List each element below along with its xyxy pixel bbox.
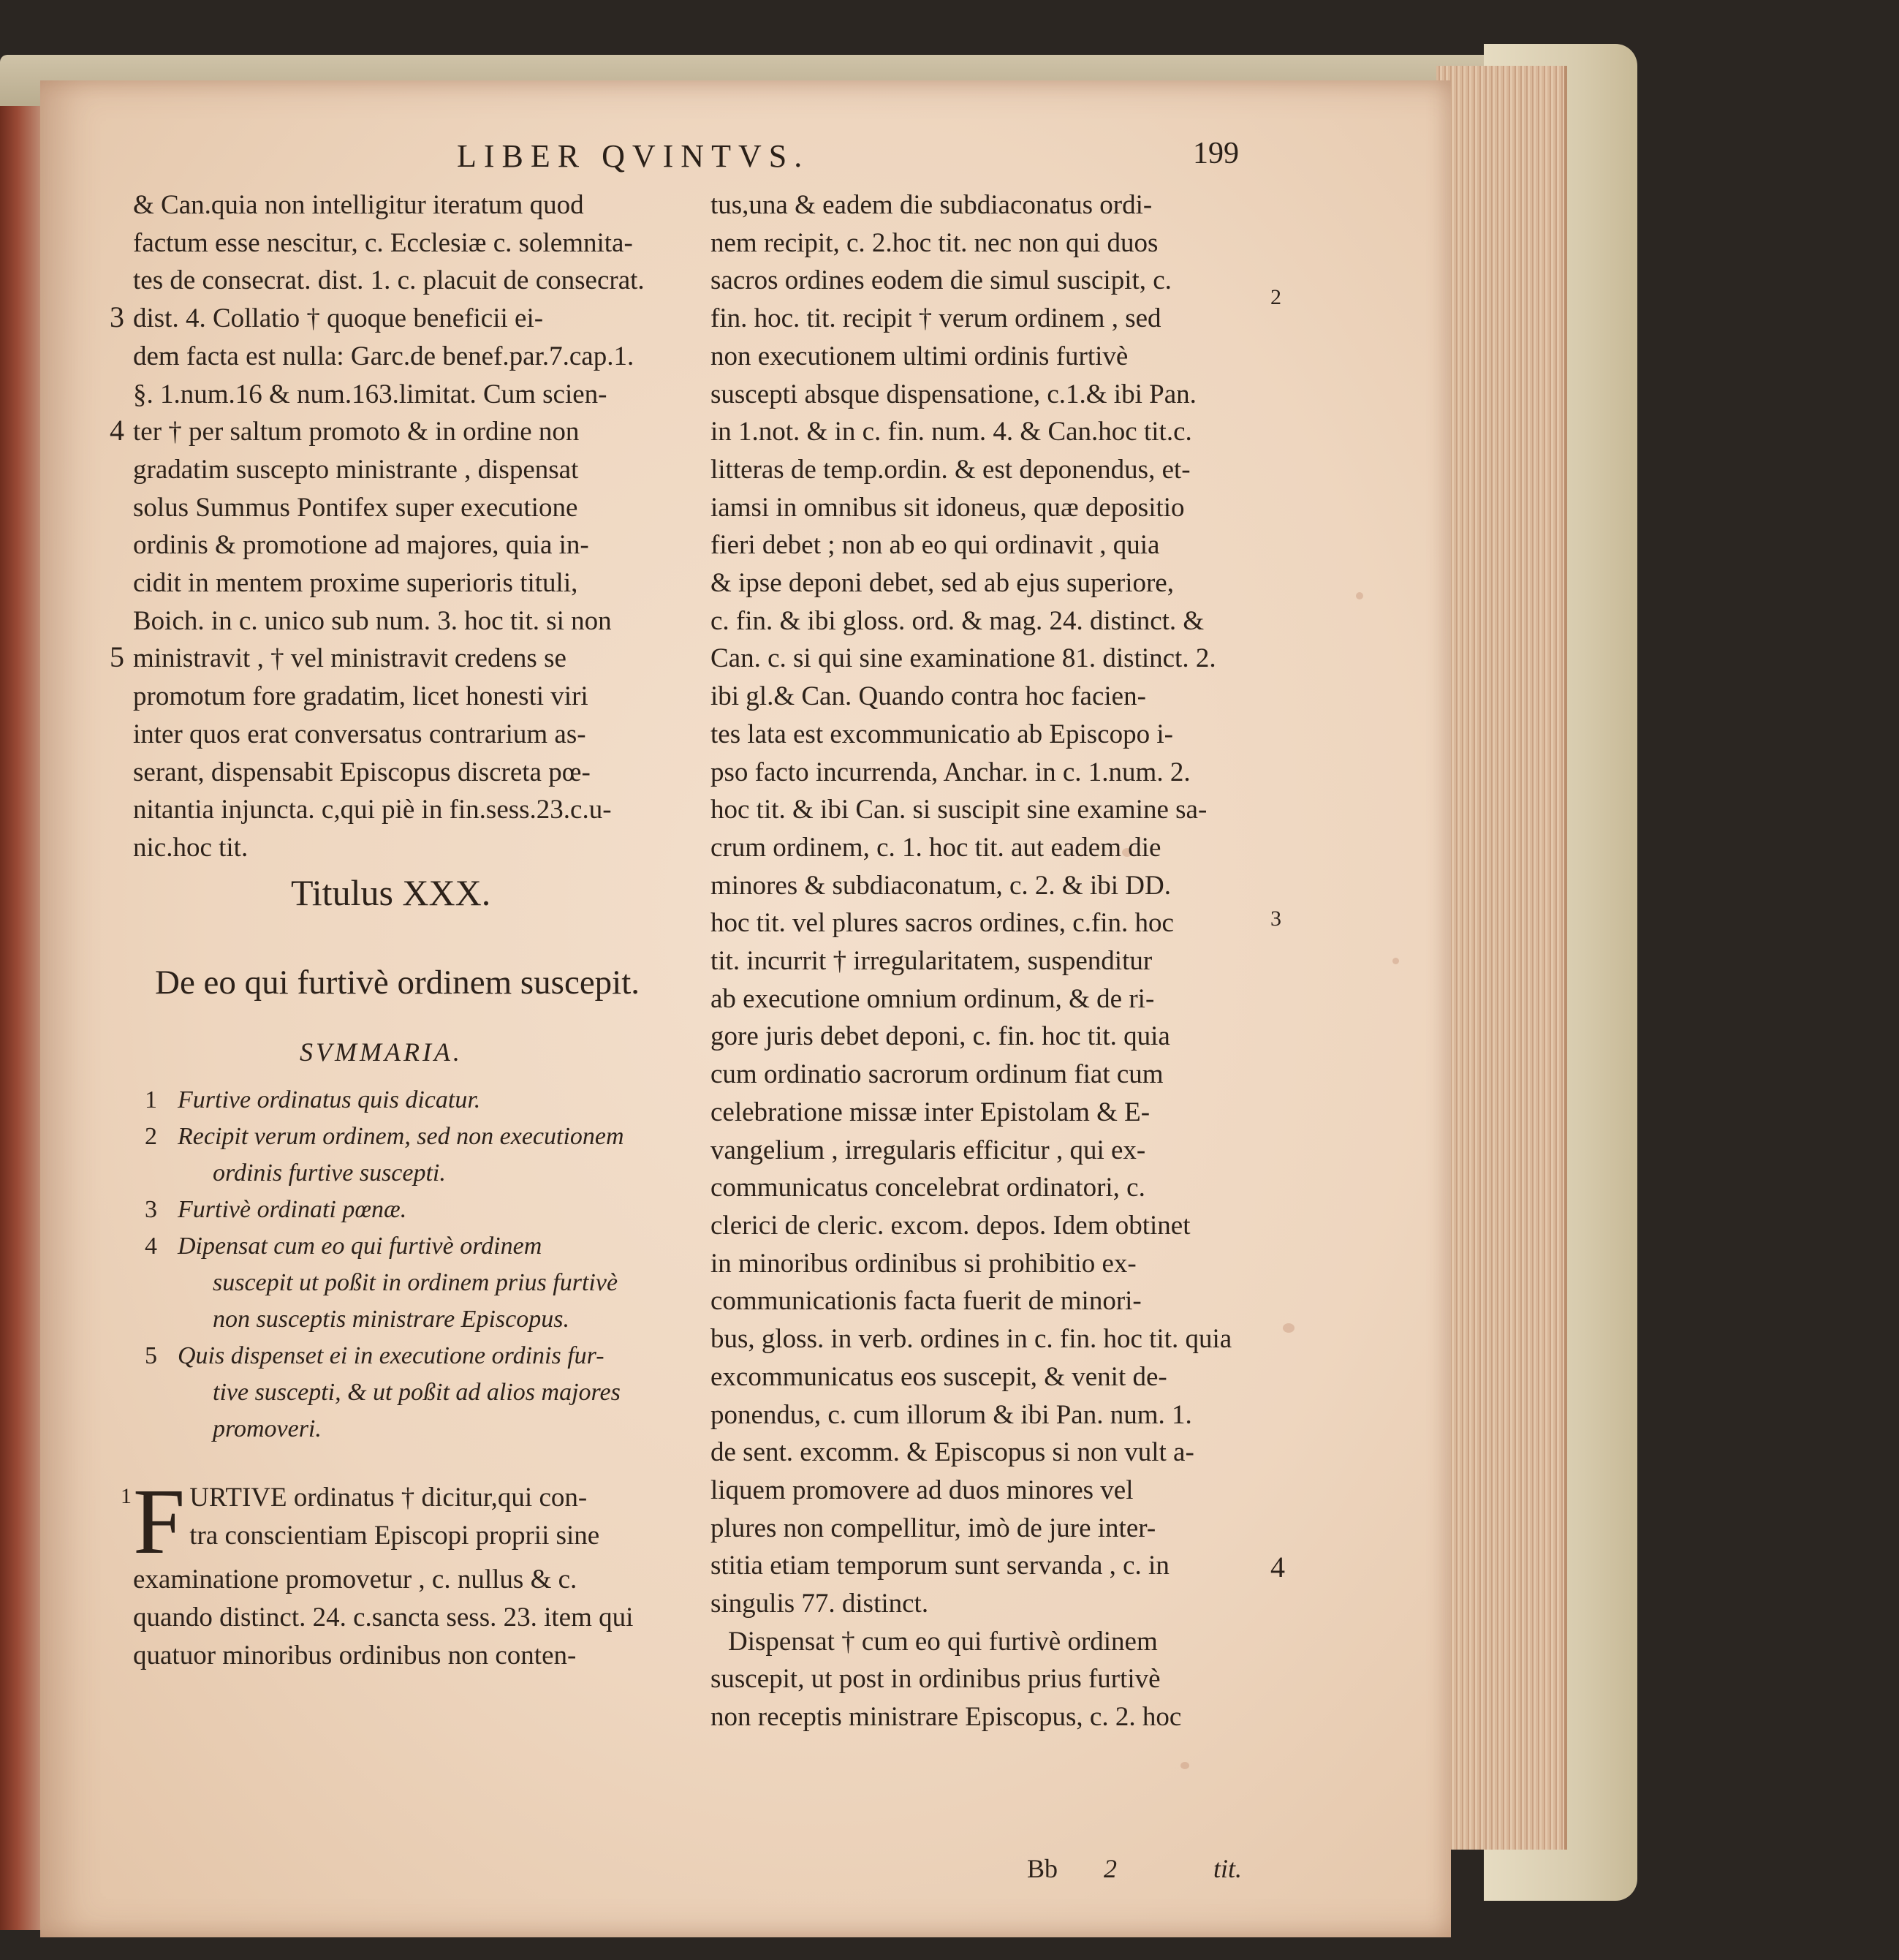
text-line: non executionem ultimi ordinis furtivè — [710, 341, 1129, 371]
text-line: suscepti absque dispensatione, c.1.& ibi Pan. — [710, 379, 1197, 409]
summaria-text: ordinis furtive suscepti. — [213, 1159, 446, 1187]
summaria-text: non susceptis ministrare Episcopus. — [213, 1306, 569, 1333]
text-line: cum ordinatio sacrorum ordinum fiat cum — [710, 1059, 1164, 1090]
rubric-heading: De eo qui furtivè ordinem suscepit. — [155, 964, 640, 1002]
signature-number: 2 — [1104, 1854, 1117, 1883]
text-line: celebratione missæ inter Epistolam & E- — [710, 1097, 1151, 1127]
text-line: in minoribus ordinibus si prohibitio ex- — [710, 1248, 1137, 1279]
summaria-heading: SVMMARIA. — [300, 1037, 463, 1067]
margin-number: 3 — [1270, 907, 1281, 931]
margin-number: 4 — [110, 414, 124, 447]
text-line: ponendus, c. cum illorum & ibi Pan. num. 1. — [710, 1399, 1192, 1430]
summaria-text: promoveri. — [213, 1415, 322, 1442]
summaria-item — [145, 1338, 686, 1448]
text-line: quatuor minoribus ordinibus non conten- — [133, 1641, 577, 1670]
left-column-bottom — [133, 1469, 681, 1675]
text-line: tes de consecrat. dist. 1. c. placuit de consecrat. — [133, 265, 645, 296]
text-line: Boich. in c. unico sub num. 3. hoc tit. si non — [133, 605, 612, 636]
text-line: stitia etiam temporum sunt servanda , c. in — [710, 1551, 1170, 1581]
text-line: fin. hoc. tit. recipit † verum ordinem , sed — [710, 303, 1161, 334]
page-edges — [1436, 66, 1567, 1850]
text-line: examinatione promovetur , c. nullus & c. — [133, 1564, 577, 1594]
summaria-item — [145, 1119, 686, 1192]
text-line: ab executione omnium ordinum, & de ri- — [710, 983, 1155, 1014]
summaria-text: tive suscepti, & ut poßit ad alios majores — [213, 1379, 621, 1406]
text-line: dem facta est nulla: Garc.de benef.par.7.cap.1. — [133, 341, 634, 371]
text-line: tit. incurrit † irregularitatem, suspenditur — [710, 946, 1153, 977]
summaria-number: 4 — [145, 1233, 157, 1260]
summaria-item — [145, 1082, 686, 1119]
summaria-text: Recipit verum ordinem, sed non executionem — [178, 1123, 624, 1150]
text-line: hoc tit. vel plures sacros ordines, c.fin. hoc — [710, 908, 1174, 939]
text-line: solus Summus Pontifex super executione — [133, 492, 578, 523]
text-line: nitantia injuncta. c,qui piè in fin.sess.23.c.u- — [133, 795, 612, 825]
text-line: inter quos erat conversatus contrarium as- — [133, 719, 586, 749]
text-line: §. 1.num.16 & num.163.limitat. Cum scien- — [133, 379, 607, 409]
text-line: & Can.quia non intelligitur iteratum quod — [133, 190, 584, 220]
catchword: tit. — [1213, 1854, 1243, 1883]
text-line: de sent. excomm. & Episcopus si non vult a- — [710, 1437, 1194, 1468]
text-line: bus, gloss. in verb. ordines in c. fin. hoc tit. quia — [710, 1324, 1232, 1355]
left-column-top — [133, 186, 681, 867]
margin-number: 4 — [1270, 1551, 1285, 1583]
signature-mark: Bb — [1027, 1854, 1058, 1883]
drop-capital: F — [133, 1469, 186, 1573]
text-line: communicationis facta fuerit de minori- — [710, 1286, 1142, 1317]
summaria-list — [145, 1082, 686, 1448]
text-line: tra conscientiam Episcopi proprii sine — [189, 1521, 600, 1551]
summaria-number: 3 — [145, 1196, 157, 1223]
titulus-heading: Titulus XXX. — [291, 872, 491, 913]
page-number: 199 — [1193, 137, 1239, 170]
text-line: singulis 77. distinct. — [710, 1589, 929, 1619]
margin-number: 5 — [110, 640, 124, 673]
text-line: c. fin. & ibi gloss. ord. & mag. 24. distinct. & — [710, 605, 1205, 636]
text-line: tes lata est excommunicatio ab Episcopo i- — [710, 719, 1173, 749]
text-line: suscepit, ut post in ordinibus prius furtivè — [710, 1664, 1161, 1695]
previous-page-edge — [0, 88, 44, 1930]
summaria-number: 5 — [145, 1342, 157, 1369]
text-line: ordinis & promotione ad majores, quia in- — [133, 530, 589, 561]
text-line: tus,una & eadem die subdiaconatus ordi- — [710, 190, 1153, 220]
margin-number: 2 — [1270, 285, 1281, 309]
text-line: liquem promovere ad duos minores vel — [710, 1475, 1134, 1505]
summaria-text: Furtivè ordinati pœnæ. — [178, 1196, 407, 1223]
text-line: nic.hoc tit. — [133, 832, 249, 863]
text-line: hoc tit. & ibi Can. si suscipit sine examine sa- — [710, 795, 1208, 825]
summaria-text: Dipensat cum eo qui furtivè ordinem — [178, 1233, 542, 1260]
summaria-text: suscepit ut poßit in ordinem prius furtivè — [213, 1269, 618, 1296]
text-line: factum esse nescitur, c. Ecclesiæ c. solemnita- — [133, 227, 633, 258]
text-line: & ipse deponi debet, sed ab ejus superiore, — [710, 568, 1174, 599]
summaria-number: 2 — [145, 1123, 157, 1150]
text-line: litteras de temp.ordin. & est deponendus, et- — [710, 454, 1191, 485]
text-line: crum ordinem, c. 1. hoc tit. aut eadem die — [710, 832, 1161, 863]
text-line: excommunicatus eos suscepit, & venit de- — [710, 1361, 1167, 1392]
text-line: vangelium , irregularis efficitur , qui ex- — [710, 1135, 1146, 1165]
summaria-item — [145, 1192, 686, 1228]
text-line: minores & subdiaconatum, c. 2. & ibi DD. — [710, 870, 1171, 901]
text-line: clerici de cleric. excom. depos. Idem obtinet — [710, 1210, 1191, 1241]
summaria-text: Furtive ordinatus quis dicatur. — [178, 1086, 481, 1113]
text-line: URTIVE ordinatus † dicitur,qui con- — [189, 1483, 588, 1513]
summaria-item — [145, 1228, 686, 1338]
text-line: plures non compellitur, imò de jure inter- — [710, 1513, 1156, 1543]
text-line: cidit in mentem proxime superioris tituli, — [133, 568, 578, 599]
margin-number: 3 — [110, 300, 124, 333]
text-line: fieri debet ; non ab eo qui ordinavit , quia — [710, 530, 1160, 561]
text-line: pso facto incurrenda, Anchar. in c. 1.num. 2. — [710, 757, 1191, 787]
margin-number: 1 — [121, 1484, 132, 1508]
summaria-text: Quis dispenset ei in executione ordinis fur- — [178, 1342, 604, 1369]
text-line: promotum fore gradatim, licet honesti viri — [133, 681, 588, 712]
text-line: nem recipit, c. 2.hoc tit. nec non qui duos — [710, 227, 1159, 258]
text-line: Can. c. si qui sine examinatione 81. distinct. 2. — [710, 643, 1216, 674]
running-title: LIBER QVINTVS. — [457, 138, 810, 174]
text-line: in 1.not. & in c. fin. num. 4. & Can.hoc tit.c. — [710, 417, 1192, 447]
text-line: gore juris debet deponi, c. fin. hoc tit. quia — [710, 1021, 1170, 1052]
text-line: ter † per saltum promoto & in ordine non — [133, 417, 580, 447]
text-line: quando distinct. 24. c.sancta sess. 23. item qui — [133, 1603, 634, 1632]
text-line: Dispensat † cum eo qui furtivè ordinem — [728, 1626, 1158, 1657]
text-line: iamsi in omnibus sit idoneus, quæ depositio — [710, 492, 1185, 523]
text-line: ibi gl.& Can. Quando contra hoc facien- — [710, 681, 1146, 712]
summaria-number: 1 — [145, 1086, 157, 1113]
text-line: ministravit , † vel ministravit credens se — [133, 643, 566, 674]
text-line: dist. 4. Collatio † quoque beneficii ei- — [133, 303, 544, 334]
text-line: non receptis ministrare Episcopus, c. 2. hoc — [710, 1702, 1182, 1733]
text-line: serant, dispensabit Episcopus discreta pœ- — [133, 757, 591, 787]
text-line: sacros ordines eodem die simul suscipit, c. — [710, 265, 1172, 296]
text-line: gradatim suscepto ministrante , dispensat — [133, 454, 579, 485]
text-line: communicatus concelebrat ordinatori, c. — [710, 1173, 1145, 1203]
right-column — [710, 186, 1281, 1736]
